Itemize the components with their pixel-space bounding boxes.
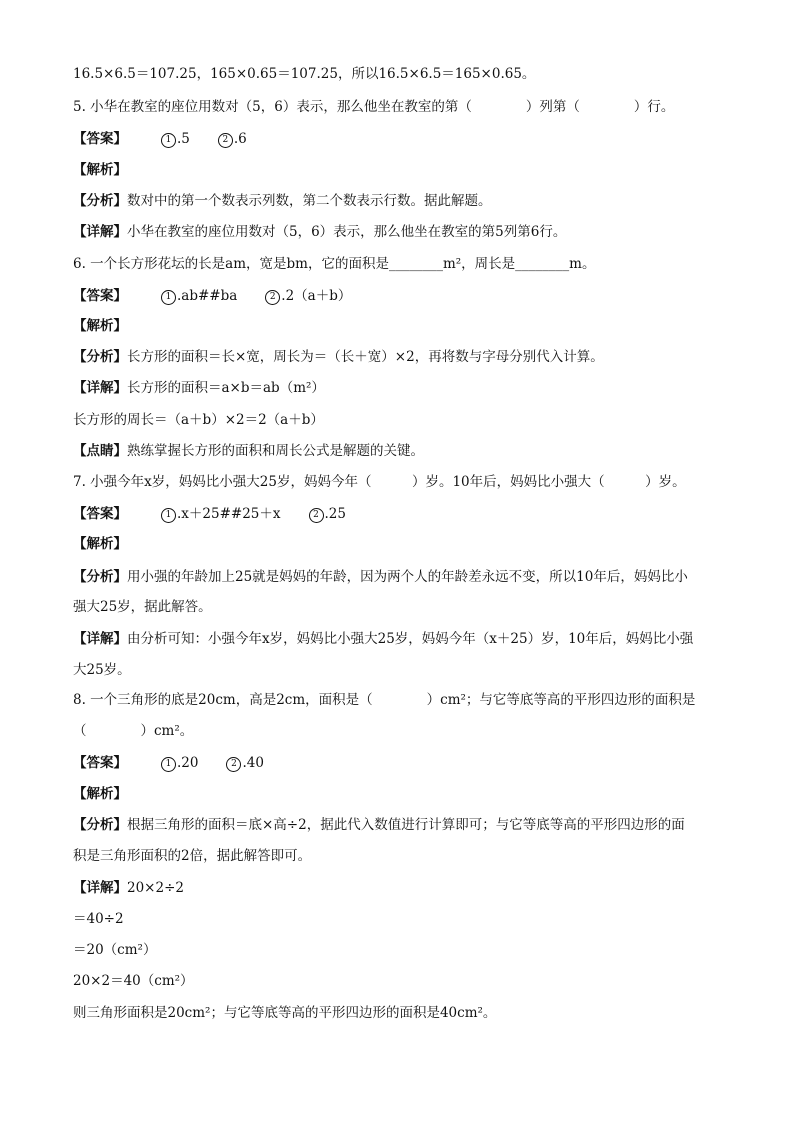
circled-number: 1	[161, 757, 176, 772]
fenxi-tag: 【分析】	[73, 569, 127, 585]
xiangjie-tag: 【详解】	[73, 224, 127, 240]
text-line: 强大25岁，据此解答。	[73, 599, 212, 615]
answer-value: .6	[233, 131, 247, 147]
fenxi-line	[73, 347, 733, 367]
answer-value: .2（a＋b）	[281, 288, 352, 304]
text-line: 16.5×6.5＝107.25，165×0.65＝107.25，所以16.5×6.5＝165×0.65。	[73, 66, 536, 82]
fenxi-text: 用小强的年龄加上25就是妈妈的年龄，因为两个人的年龄差永远不变，所以10年后，妈妈比小	[127, 569, 688, 585]
xiangjie-text: 由分析可知：小强今年x岁，妈妈比小强大25岁，妈妈今年（x＋25）岁，10年后，妈妈比小强	[127, 631, 694, 647]
circled-number: 1	[161, 508, 176, 523]
answer-line	[73, 504, 733, 524]
analysis-heading	[73, 784, 733, 804]
circled-number: 2	[309, 508, 324, 523]
xiangjie-line	[73, 629, 733, 649]
text-line: ＝40÷2	[73, 911, 124, 927]
circled-number: 2	[226, 757, 241, 772]
answer-tag: 【答案】	[73, 506, 127, 522]
answer-line	[73, 129, 733, 149]
xiangjie-line	[73, 378, 733, 398]
xiangjie-line	[73, 878, 733, 898]
answer-value: .25	[324, 506, 346, 522]
answer-value: .5	[177, 131, 190, 147]
text-line: 20×2＝40（cm²）	[73, 973, 194, 989]
fenxi-tag: 【分析】	[73, 817, 127, 833]
text-line: 大25岁。	[73, 662, 131, 678]
answer-tag: 【答案】	[73, 131, 127, 147]
analysis-tag: 【解析】	[73, 162, 127, 178]
xiangjie-text: 20×2÷2	[127, 880, 184, 896]
fenxi-tag: 【分析】	[73, 349, 127, 365]
xiangjie-tag: 【详解】	[73, 880, 127, 896]
answer-value: .20	[177, 755, 199, 771]
answer-tag: 【答案】	[73, 288, 127, 304]
circled-number: 1	[161, 290, 176, 305]
fenxi-text: 根据三角形的面积＝底×高÷2，据此代入数值进行计算即可；与它等底等高的平形四边形的面	[127, 817, 685, 833]
answer-line	[73, 753, 733, 773]
question-7: 7. 小强今年x岁，妈妈比小强大25岁，妈妈今年（ ）岁。10年后，妈妈比小强大（ ）岁。	[73, 474, 686, 490]
fenxi-line	[73, 815, 733, 835]
fenxi-tag: 【分析】	[73, 193, 127, 209]
answer-line	[73, 286, 733, 306]
dianjing-line	[73, 441, 733, 461]
fenxi-text: 长方形的面积＝长×宽，周长为＝（长＋宽）×2，再将数与字母分别代入计算。	[127, 349, 604, 365]
text-line: （ ）cm²。	[73, 723, 194, 739]
analysis-heading	[73, 534, 733, 554]
answer-value: .40	[242, 755, 264, 771]
analysis-tag: 【解析】	[73, 536, 127, 552]
fenxi-line	[73, 567, 733, 587]
text-line: 积是三角形面积的2倍，据此解答即可。	[73, 848, 312, 864]
answer-value: .ab##ba	[177, 288, 238, 304]
xiangjie-tag: 【详解】	[73, 380, 127, 396]
fenxi-line	[73, 191, 733, 211]
text-line: 长方形的周长＝（a＋b）×2＝2（a＋b）	[73, 412, 324, 428]
analysis-tag: 【解析】	[73, 318, 127, 334]
analysis-tag: 【解析】	[73, 786, 127, 802]
circled-number: 1	[161, 133, 176, 148]
analysis-heading	[73, 160, 733, 180]
fenxi-text: 数对中的第一个数表示列数，第二个数表示行数。据此解题。	[127, 193, 492, 209]
analysis-heading	[73, 316, 733, 336]
question-8: 8. 一个三角形的底是20cm，高是2cm，面积是（ ）cm²；与它等底等高的平形四边形的面积是	[73, 692, 696, 708]
xiangjie-tag: 【详解】	[73, 631, 127, 647]
xiangjie-line	[73, 222, 733, 242]
question-6: 6. 一个长方形花坛的长是am，宽是bm，它的面积是________m²，周长是________m。	[73, 256, 596, 272]
text-line: ＝20（cm²）	[73, 942, 157, 958]
circled-number: 2	[265, 290, 280, 305]
answer-value: .x＋25##25＋x	[177, 506, 281, 522]
circled-number: 2	[218, 133, 233, 148]
question-5: 5. 小华在教室的座位用数对（5，6）表示，那么他坐在教室的第（ ）列第（ ）行。	[73, 99, 675, 115]
xiangjie-text: 小华在教室的座位用数对（5，6）表示，那么他坐在教室的第5列第6行。	[127, 224, 567, 240]
answer-tag: 【答案】	[73, 755, 127, 771]
xiangjie-text: 长方形的面积＝a×b＝ab（m²）	[127, 380, 325, 396]
dianjing-text: 熟练掌握长方形的面积和周长公式是解题的关键。	[127, 443, 424, 459]
text-line: 则三角形面积是20cm²；与它等底等高的平形四边形的面积是40cm²。	[73, 1005, 497, 1021]
dianjing-tag: 【点睛】	[73, 443, 127, 459]
